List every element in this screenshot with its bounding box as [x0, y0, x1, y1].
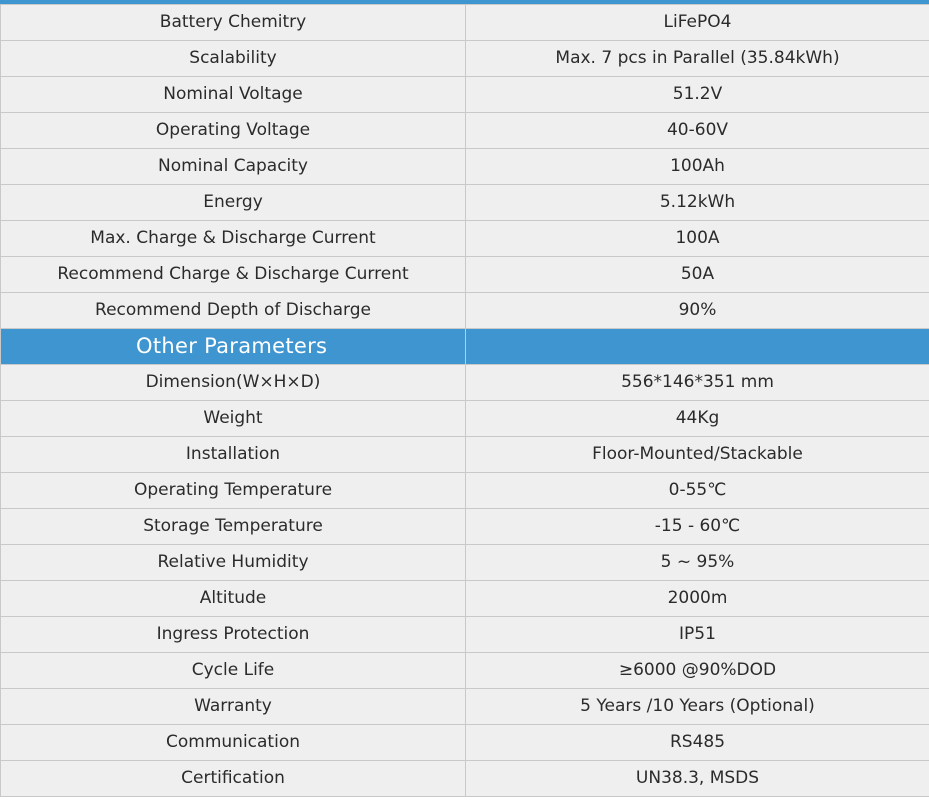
spec-value: 100A: [466, 221, 929, 257]
table-row: [1, 437, 929, 473]
spec-label: Ingress Protection: [1, 617, 466, 653]
spec-value: 44Kg: [466, 401, 929, 437]
spec-value: Max. 7 pcs in Parallel (35.84kWh): [466, 41, 929, 77]
spec-value: 5.12kWh: [466, 185, 929, 221]
spec-label: Nominal Voltage: [1, 77, 466, 113]
spec-label: Dimension(W×H×D): [1, 365, 466, 401]
table-row: [1, 77, 929, 113]
spec-label: Scalability: [1, 41, 466, 77]
spec-label: Warranty: [1, 689, 466, 725]
spec-value: 2000m: [466, 581, 929, 617]
table-row: [1, 581, 929, 617]
spec-value: 90%: [466, 293, 929, 329]
table-row: [1, 617, 929, 653]
spec-table: [0, 4, 929, 797]
table-row: [1, 365, 929, 401]
spec-label: Energy: [1, 185, 466, 221]
table-row: [1, 113, 929, 149]
spec-label: Recommend Charge & Discharge Current: [1, 257, 466, 293]
table-row: [1, 5, 929, 41]
table-row: [1, 149, 929, 185]
spec-value: 0-55℃: [466, 473, 929, 509]
spec-label: Recommend Depth of Discharge: [1, 293, 466, 329]
spec-label: Weight: [1, 401, 466, 437]
spec-label: Nominal Capacity: [1, 149, 466, 185]
spec-label: Certification: [1, 761, 466, 797]
spec-label: Communication: [1, 725, 466, 761]
spec-value: RS485: [466, 725, 929, 761]
section-header-row: [1, 329, 929, 365]
spec-value: 5 ~ 95%: [466, 545, 929, 581]
spec-value: IP51: [466, 617, 929, 653]
table-row: [1, 257, 929, 293]
spec-value: 40-60V: [466, 113, 929, 149]
spec-value: -15 - 60℃: [466, 509, 929, 545]
table-row: [1, 761, 929, 797]
spec-value: 5 Years /10 Years (Optional): [466, 689, 929, 725]
spec-label: Installation: [1, 437, 466, 473]
spec-value: ≥6000 @90%DOD: [466, 653, 929, 689]
spec-label: Operating Voltage: [1, 113, 466, 149]
table-row: [1, 185, 929, 221]
spec-value: UN38.3, MSDS: [466, 761, 929, 797]
spec-value: 556*146*351 mm: [466, 365, 929, 401]
table-row: [1, 509, 929, 545]
spec-value: 51.2V: [466, 77, 929, 113]
table-row: [1, 293, 929, 329]
spec-label: Battery Chemitry: [1, 5, 466, 41]
spec-label: Storage Temperature: [1, 509, 466, 545]
spec-value: Floor-Mounted/Stackable: [466, 437, 929, 473]
table-row: [1, 473, 929, 509]
spec-label: Cycle Life: [1, 653, 466, 689]
spec-value: 50A: [466, 257, 929, 293]
table-row: [1, 725, 929, 761]
spec-value: LiFePO4: [466, 5, 929, 41]
table-row: [1, 653, 929, 689]
spec-label: Max. Charge & Discharge Current: [1, 221, 466, 257]
table-row: [1, 689, 929, 725]
table-row: [1, 401, 929, 437]
spec-value: 100Ah: [466, 149, 929, 185]
section-header-blank: [466, 329, 929, 365]
spec-label: Operating Temperature: [1, 473, 466, 509]
spec-label: Relative Humidity: [1, 545, 466, 581]
spec-label: Altitude: [1, 581, 466, 617]
section-title: Other Parameters: [1, 329, 466, 365]
table-row: [1, 41, 929, 77]
table-row: [1, 545, 929, 581]
table-row: [1, 221, 929, 257]
